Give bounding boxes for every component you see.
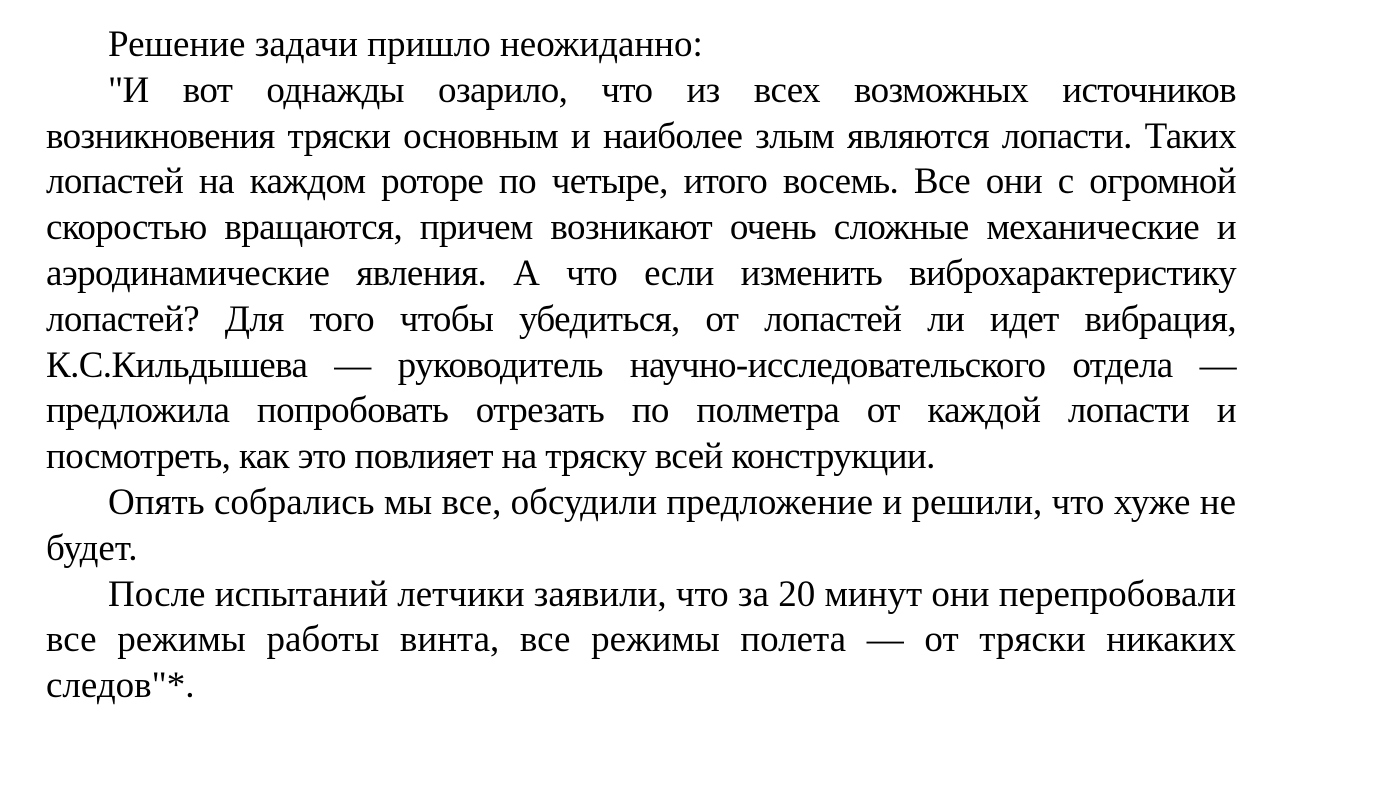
paragraph-intro: Решение задачи пришло неожиданно: [108,24,703,65]
paragraph-result: После испытаний летчики заявили, что за 20 минут они перепробовали все режимы работы винта, все режимы полета — от тряски никаких следов"*. [46,573,1236,707]
paragraph-quote-main: "И вот однажды озарило, что из всех возможных источников возникновения тряски основным и наиболее злым являются лопасти. Таких лопастей на каждом роторе по четыре, итого восемь. Все они с огромной скоростью вращаются, причем возникают очень сложные механические и аэродинамические явления. А что если изменить виброхарактеристику лопастей? Для того чтобы убедиться, от лопастей ли идет вибрация, К.С.Кильдышева — руководитель научно-исследовательского отдела — предложила попробовать отрезать по полметра от каждой лопасти и посмотреть, как это повлияет на тряску всей конструкции. [46,69,1236,478]
paragraph-discussion: Опять собрались мы все, обсудили предложение и решили, что хуже не будет. [46,481,1236,569]
document-page [46,22,1236,709]
